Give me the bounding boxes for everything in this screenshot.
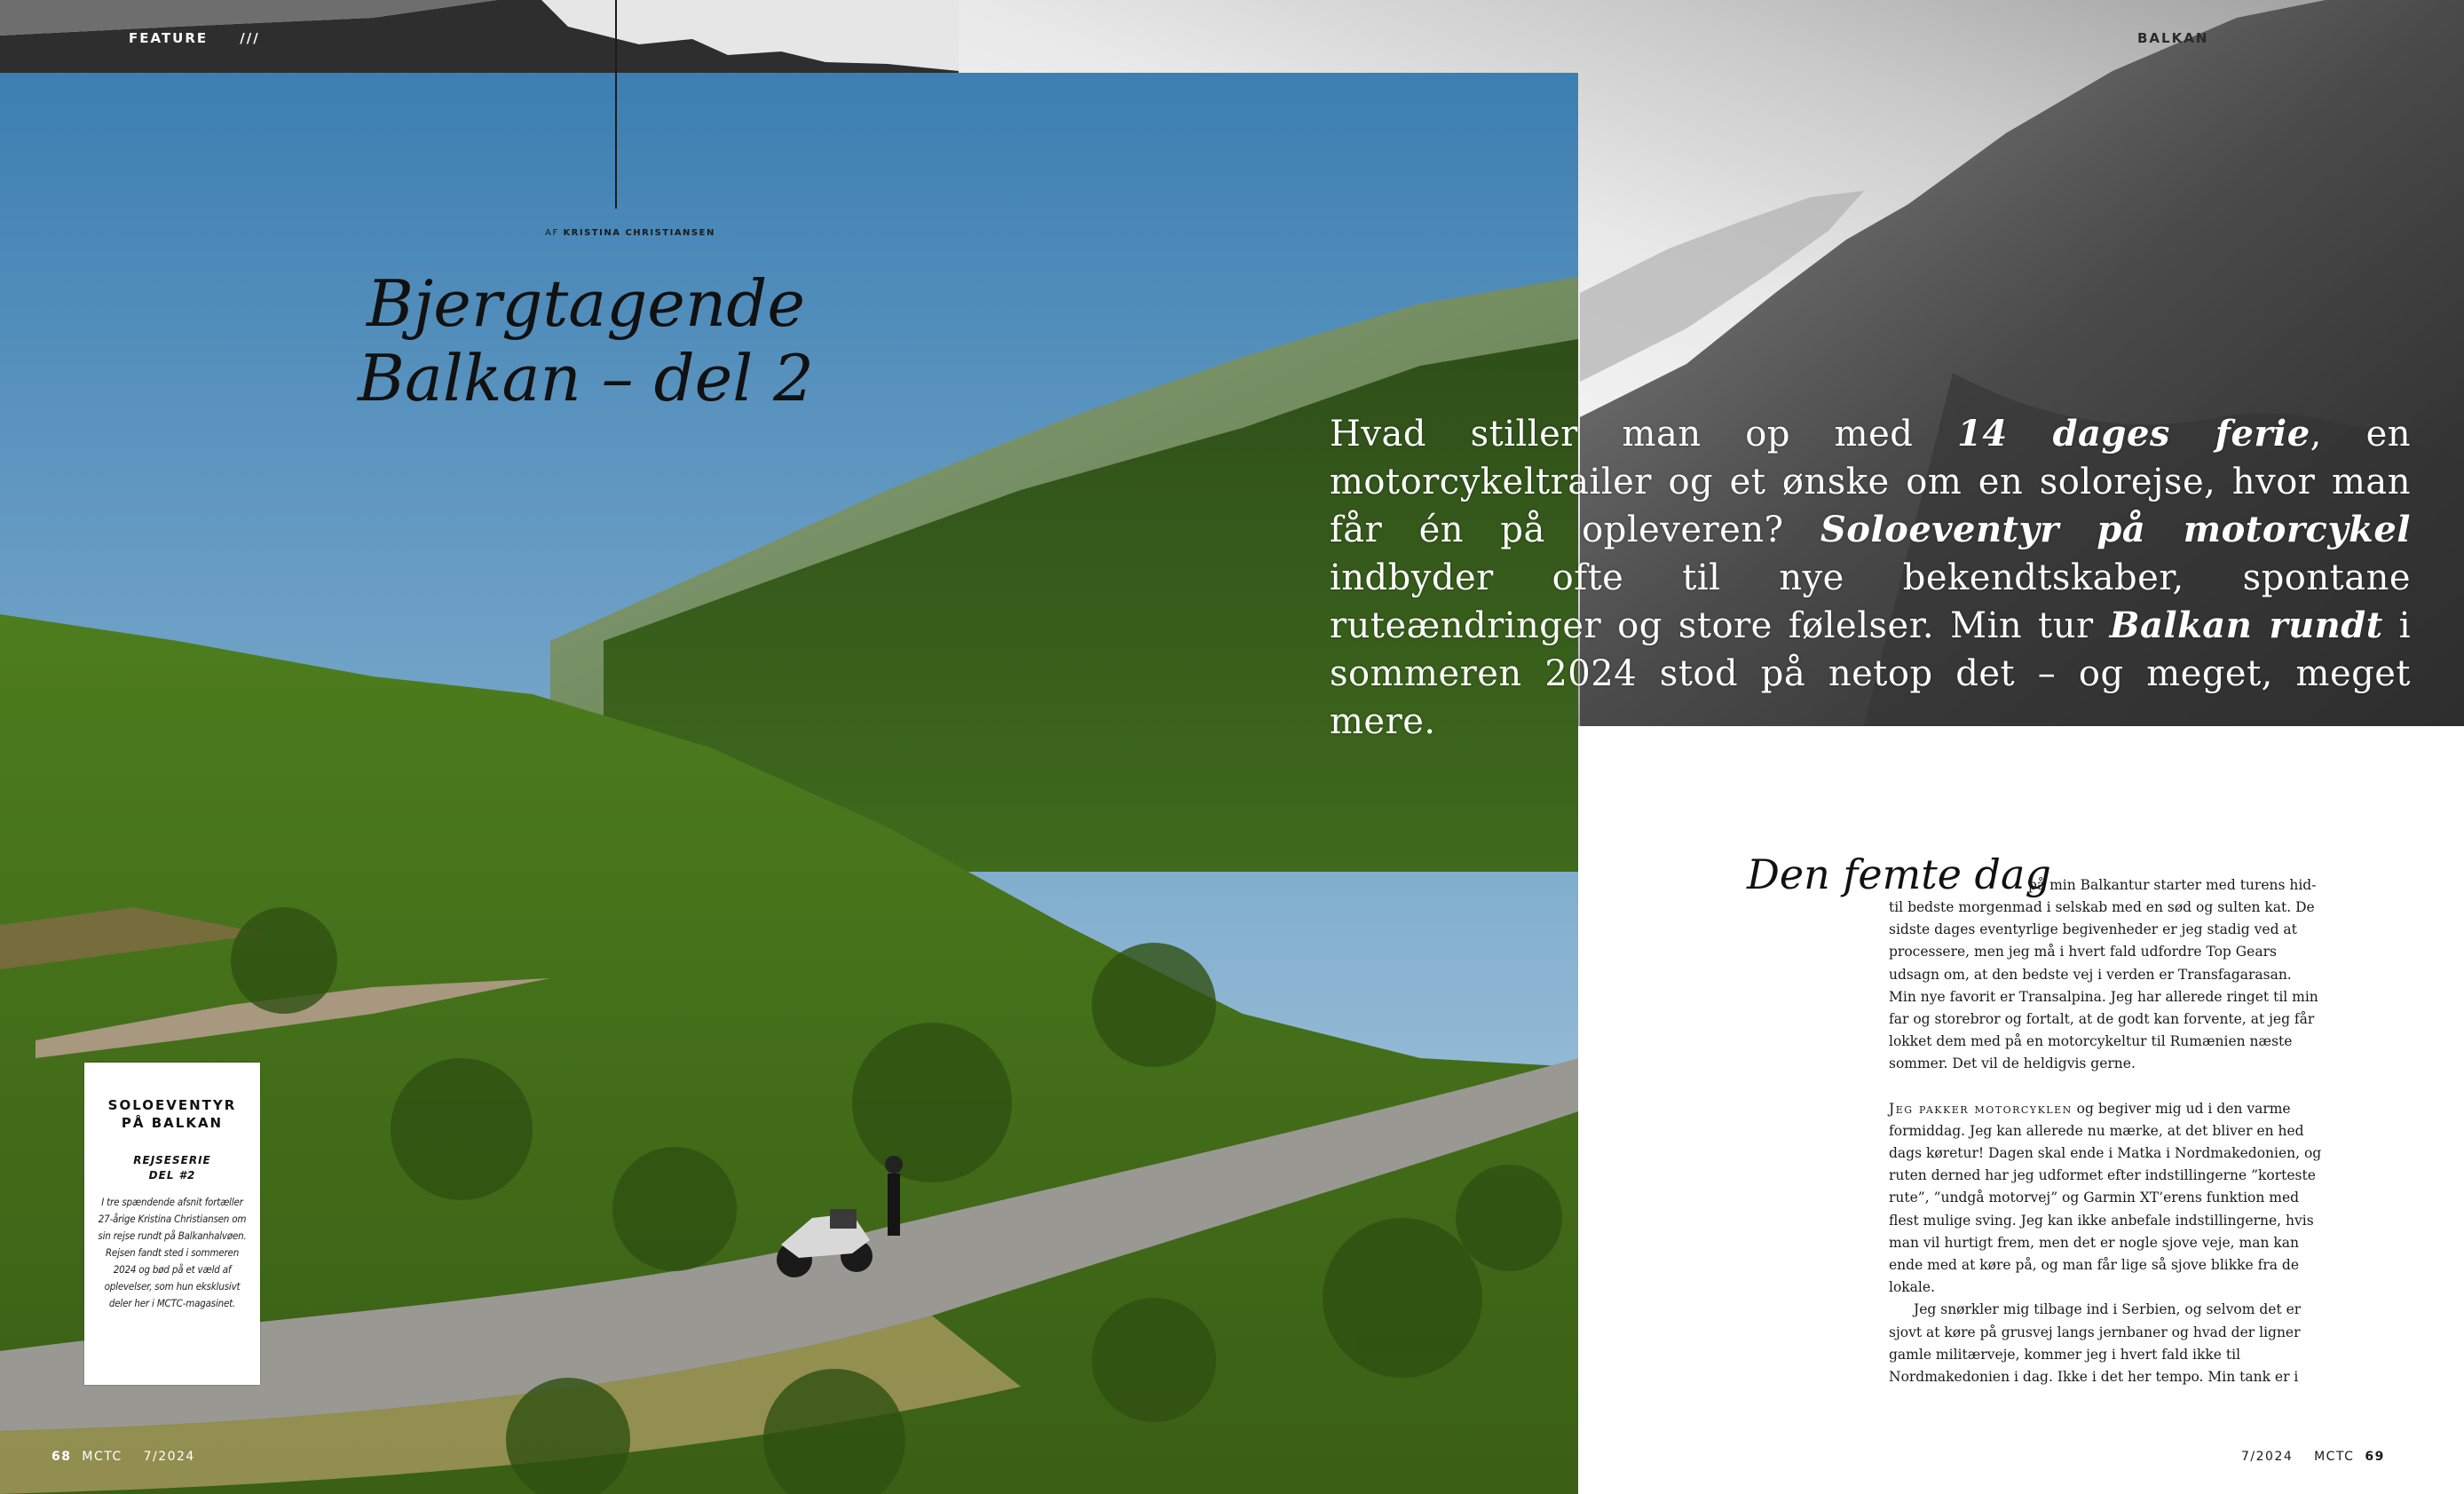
- series-info-box: [84, 1063, 260, 1385]
- lead-in-heading: Den femte dag: [1747, 850, 2051, 898]
- section-slashes: ///: [240, 30, 260, 46]
- series-description: I tre spændende afsnit fortæller 27-årige Kristina Christiansen om sin rejse rundt på Balkanhalvøen. Rejsen fandt sted i sommeren 2024 og bød på et væld af oplevelser, som hun eksklusivt deler her i MCTC-magasinet.: [98, 1196, 247, 1309]
- right-section-tag: BALKAN: [2137, 30, 2209, 46]
- paragraph-2-lead: Jeg pakker motorcyklen: [1889, 1100, 2073, 1117]
- title-line-2: Balkan – del 2: [358, 341, 814, 415]
- intro-deck: Hvad stiller man op med 14 dages ferie, en motorcykeltrailer og et ønske om en solorejse, hvor man får én på opleveren? Soloeventyr på motorcykel indbyder ofte til nye bekendtskaber, spontane ruteændringer og store følelser. Min tur Balkan rundt i sommeren 2024 stod på netop det – og meget, meget mere.: [1330, 413, 2412, 742]
- magazine-name-left: MCTC: [82, 1450, 122, 1464]
- footer-right: [2241, 1450, 2385, 1464]
- issue-right: 7/2024: [2241, 1450, 2294, 1464]
- page-number-left: 68: [51, 1450, 72, 1464]
- footer-left: [51, 1450, 195, 1464]
- series-subtitle: REJSESERIE DEL #2: [133, 1154, 211, 1182]
- series-title: SOLOEVENTYR PÅ BALKAN: [107, 1097, 237, 1131]
- body-column: [1889, 897, 2322, 1388]
- paragraph-2: Jeg pakker motorcyklen og begiver mig ud i den varme formiddag. Jeg kan allerede nu mærke, at det bliver en hed dags køretur! Dagen skal ende i Matka i Nordmakedonien, og ruten derned har jeg udformet efter indstillingerne ”korteste rute”, ”undgå motorvej” og Garmin XT’erens funktion med flest mulige sving. Jeg kan ikke anbefale indstillingerne, hvis man vil hurtigt frem, men det er nogle sjove veje, man kan ende med at køre på, og man får lige så sjove blikke fra de lokale.: [1889, 1100, 2322, 1296]
- page-number-right: 69: [2365, 1450, 2385, 1464]
- section-label: FEATURE ///: [129, 30, 260, 46]
- paragraph-1: til bedste morgenmad i selskab med en sød og sulten kat. De sidste dages eventyrlige begivenheder er jeg stadig ved at processere, men jeg må i hvert fald udfordre Top Gears udsagn om, at den bedste vej i verden er Transfagarasan. Min nye favorit er Transalpina. Jeg har allerede ringet til min far og storebror og fortalt, at de godt kan forvente, at jeg får lokket dem med på en motorcykeltur til Rumænien næste sommer. Det vil de heldigvis gerne.: [1889, 899, 2318, 1072]
- article-title: [337, 266, 834, 415]
- magazine-name-right: MCTC: [2314, 1450, 2355, 1464]
- paragraph-3: Jeg snørkler mig tilbage ind i Serbien, og selvom det er sjovt at køre på grusvej langs jernbaner og hvad der ligner gamle militærveje, kommer jeg i hvert fald ikke til Nordmakedonien i dag. Ikke i det her tempo. Min tank er i: [1889, 1301, 2302, 1386]
- divider-line: [615, 0, 617, 209]
- title-line-1: Bjergtagende: [367, 266, 805, 341]
- issue-left: 7/2024: [143, 1450, 195, 1464]
- byline-author: KRISTINA CHRISTIANSEN: [563, 228, 715, 238]
- byline: AF KRISTINA CHRISTIANSEN: [545, 228, 715, 238]
- paragraph-1-first-line: på min Balkantur starter med turens hid-: [2028, 877, 2317, 893]
